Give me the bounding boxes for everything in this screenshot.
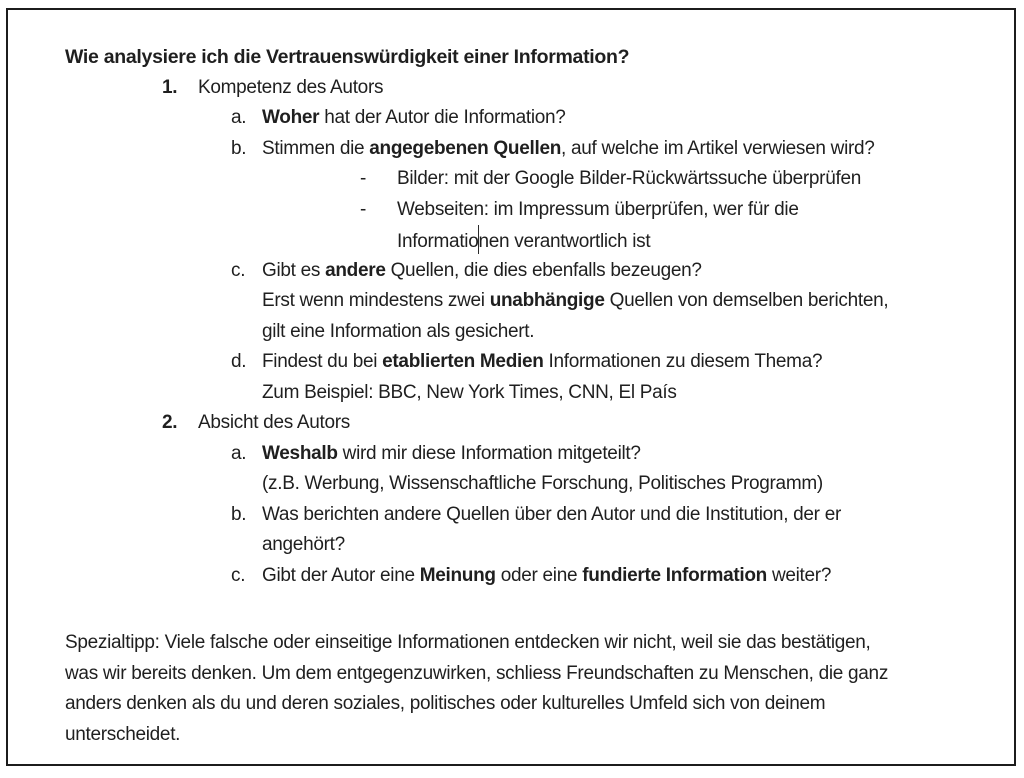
text-segment: Weshalb: [262, 442, 338, 464]
document-line[interactable]: [8, 73, 1014, 104]
text-segment: andere: [325, 259, 386, 281]
document-line[interactable]: [8, 134, 1014, 165]
text-segment: was wir bereits denken. Um dem entgegenzuwirken, schliess Freundschaften zu Menschen, die ganz: [65, 662, 889, 684]
text-segment: Stimmen die: [262, 137, 370, 159]
text-segment: unterscheidet.: [65, 723, 181, 745]
text-segment: Absicht des Autors: [198, 412, 350, 433]
list-marker: -: [360, 168, 367, 189]
document-line[interactable]: [8, 225, 1014, 256]
text-segment: Informatio: [397, 231, 479, 252]
text-segment: oder eine: [495, 564, 583, 586]
document-line[interactable]: [8, 561, 1014, 592]
list-marker: b.: [231, 503, 247, 525]
document-line[interactable]: [8, 378, 1014, 409]
text-segment: Findest du bei: [262, 351, 383, 372]
text-segment: nen verantwortlich ist: [478, 231, 651, 252]
text-segment: unabhängige: [489, 290, 605, 311]
text-segment: angegebenen Quellen: [369, 137, 562, 159]
document-line[interactable]: [8, 439, 1014, 470]
text-segment: (z.B. Werbung, Wissenschaftliche Forschung, Politisches Programm): [262, 473, 823, 494]
document-line[interactable]: [8, 195, 1014, 226]
text-segment: weiter?: [766, 564, 832, 586]
text-segment: Quellen von demselben berichten,: [604, 290, 889, 311]
list-marker: 1.: [162, 76, 178, 98]
document-line[interactable]: [8, 256, 1014, 287]
text-segment: Was berichten andere Quellen über den Autor und die Institution, der er: [262, 503, 841, 525]
document-line[interactable]: [8, 720, 1014, 751]
document-line[interactable]: [8, 164, 1014, 195]
blank-line: [8, 591, 1014, 628]
text-segment: anders denken als du und deren soziales, politisches oder kulturelles Umfeld sich von deinem: [65, 693, 826, 714]
list-marker: -: [360, 198, 367, 220]
page-frame: [6, 8, 1016, 766]
text-segment: Woher: [262, 107, 320, 128]
text-segment: , auf welche im Artikel verwiesen wird?: [561, 137, 875, 159]
list-marker: c.: [231, 564, 246, 586]
list-marker: b.: [231, 137, 247, 159]
document-line[interactable]: [8, 530, 1014, 561]
text-segment: etablierten Medien: [382, 351, 544, 372]
text-segment: fundierte Information: [582, 564, 767, 586]
document-line[interactable]: [8, 408, 1014, 439]
document-line[interactable]: [8, 689, 1014, 720]
text-segment: Gibt der Autor eine: [262, 564, 420, 586]
list-marker: 2.: [162, 412, 178, 433]
text-segment: Bilder: mit der Google Bilder-Rückwärtssuche überprüfen: [397, 168, 861, 189]
list-marker: a.: [231, 442, 247, 464]
document-line[interactable]: [8, 628, 1014, 659]
list-marker: a.: [231, 107, 247, 128]
text-segment: Gibt es: [262, 259, 326, 281]
text-segment: Spezialtipp: Viele falsche oder einseitige Informationen entdecken wir nicht, weil sie das bestätigen,: [65, 632, 871, 653]
document-line[interactable]: [8, 103, 1014, 134]
text-segment: wird mir diese Information mitgeteilt?: [337, 442, 641, 464]
document-line[interactable]: [8, 469, 1014, 500]
text-segment: Informationen zu diesem Thema?: [543, 351, 823, 372]
document-page[interactable]: [8, 10, 1014, 750]
text-segment: Webseiten: im Impressum überprüfen, wer für die: [397, 198, 799, 220]
document-line[interactable]: [8, 500, 1014, 531]
text-segment: Erst wenn mindestens zwei: [262, 290, 490, 311]
document-title[interactable]: Wie analysiere ich die Vertrauenswürdigkeit einer Information?: [65, 46, 630, 68]
document-line[interactable]: [8, 347, 1014, 378]
document-line[interactable]: [8, 286, 1014, 317]
text-segment: hat der Autor die Information?: [319, 107, 566, 128]
text-segment: Quellen, die dies ebenfalls bezeugen?: [385, 259, 702, 281]
document-line[interactable]: [8, 317, 1014, 348]
list-marker: d.: [231, 351, 247, 372]
list-marker: c.: [231, 259, 246, 281]
text-segment: Zum Beispiel: BBC, New York Times, CNN, El País: [262, 381, 677, 403]
document-line[interactable]: [8, 659, 1014, 690]
text-segment: gilt eine Information als gesichert.: [262, 320, 535, 342]
text-segment: angehört?: [262, 534, 345, 555]
text-segment: Kompetenz des Autors: [198, 76, 384, 98]
text-segment: Meinung: [419, 564, 496, 586]
